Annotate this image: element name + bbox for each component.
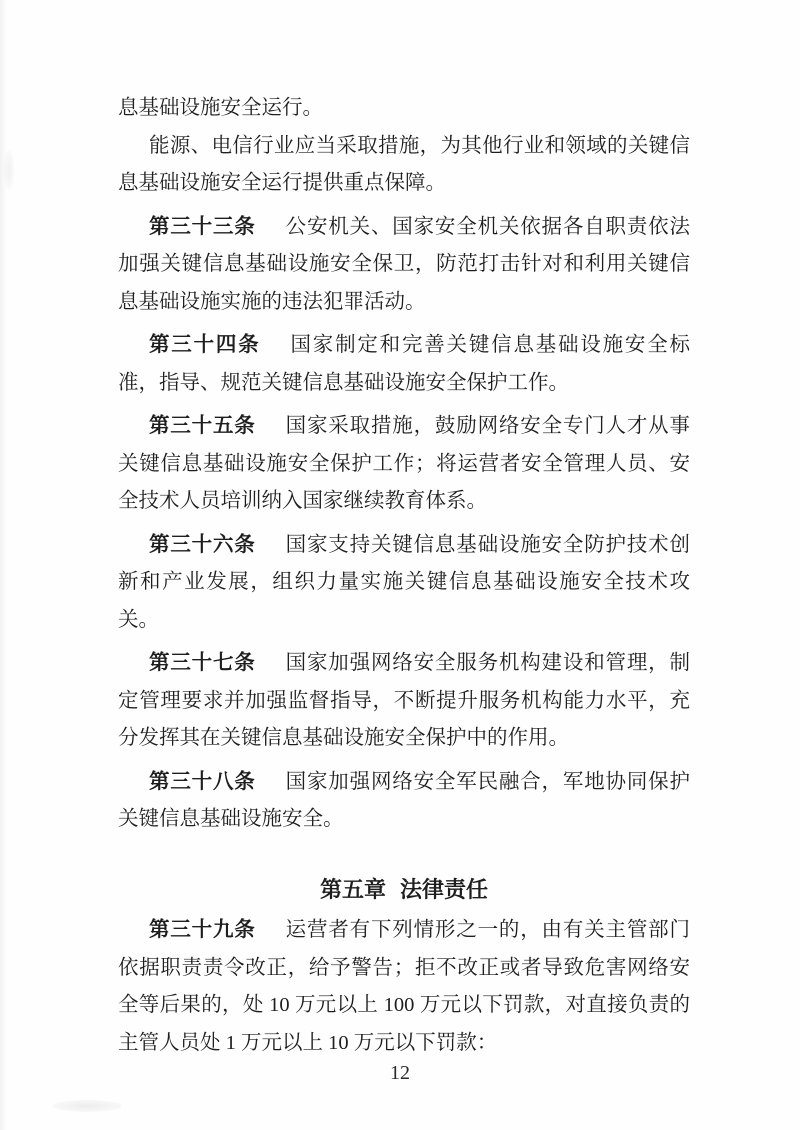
page-number: 12 [390, 1062, 410, 1084]
article-number: 第三十七条 [149, 652, 256, 674]
article-35 [118, 408, 690, 521]
article-text: 公安机关、国家安全机关依据各自职责依法加强关键信息基础设施安全保卫，防范打击针对和利用关键信息基础设施实施的违法犯罪活动。 [118, 215, 691, 313]
article-text: 国家采取措施，鼓励网络安全专门人才从事关键信息基础设施安全保护工作；将运营者安全管理人员、安全技术人员培训纳入国家继续教育体系。 [118, 415, 691, 512]
article-number: 第三十四条 [149, 334, 261, 356]
article-number: 第三十八条 [149, 770, 256, 793]
text-block [118, 90, 690, 1068]
article-34 [118, 327, 690, 402]
article-number: 第三十六条 [149, 533, 256, 556]
paragraph [118, 128, 690, 203]
chapter-title: 法律责任 [400, 876, 489, 902]
scan-artifact [4, 150, 14, 190]
article-text: 国家加强网络安全军民融合，军地协同保护关键信息基础设施安全。 [118, 770, 691, 830]
article-text: 国家加强网络安全服务机构建设和管理，制定管理要求并加强监督指导，不断提升服务机构能力水平，充分发挥其在关键信息基础设施安全保护中的作用。 [118, 652, 691, 749]
article-38 [118, 764, 690, 839]
article-33 [118, 209, 690, 322]
article-36 [118, 527, 690, 640]
scan-artifact [52, 1100, 122, 1112]
chapter-heading [118, 871, 690, 909]
paragraph-continuation [118, 90, 690, 128]
article-text: 运营者有下列情形之一的，由有关主管部门依据职责责令改正，给予警告；拒不改正或者导致危害网络安全等后果的，处 10 万元以上 100 万元以下罚款，对直接负责的主管人员处 1 万元以上 10 万元以下罚款： [118, 919, 691, 1054]
article-text: 国家制定和完善关键信息基础设施安全标准，指导、规范关键信息基础设施安全保护工作。 [118, 334, 691, 394]
article-39 [118, 912, 690, 1062]
article-number: 第三十九条 [149, 919, 256, 941]
paragraph-text: 息基础设施安全运行。 [118, 97, 323, 119]
article-text: 国家支持关键信息基础设施安全防护技术创新和产业发展，组织力量实施关键信息基础设施安全技术攻关。 [118, 533, 691, 631]
article-number: 第三十五条 [149, 415, 256, 437]
chapter-number: 第五章 [319, 876, 386, 902]
paragraph-text: 能源、电信行业应当采取措施，为其他行业和领域的关键信息基础设施安全运行提供重点保障。 [118, 134, 690, 194]
article-37 [118, 645, 690, 758]
article-number: 第三十三条 [149, 215, 256, 238]
